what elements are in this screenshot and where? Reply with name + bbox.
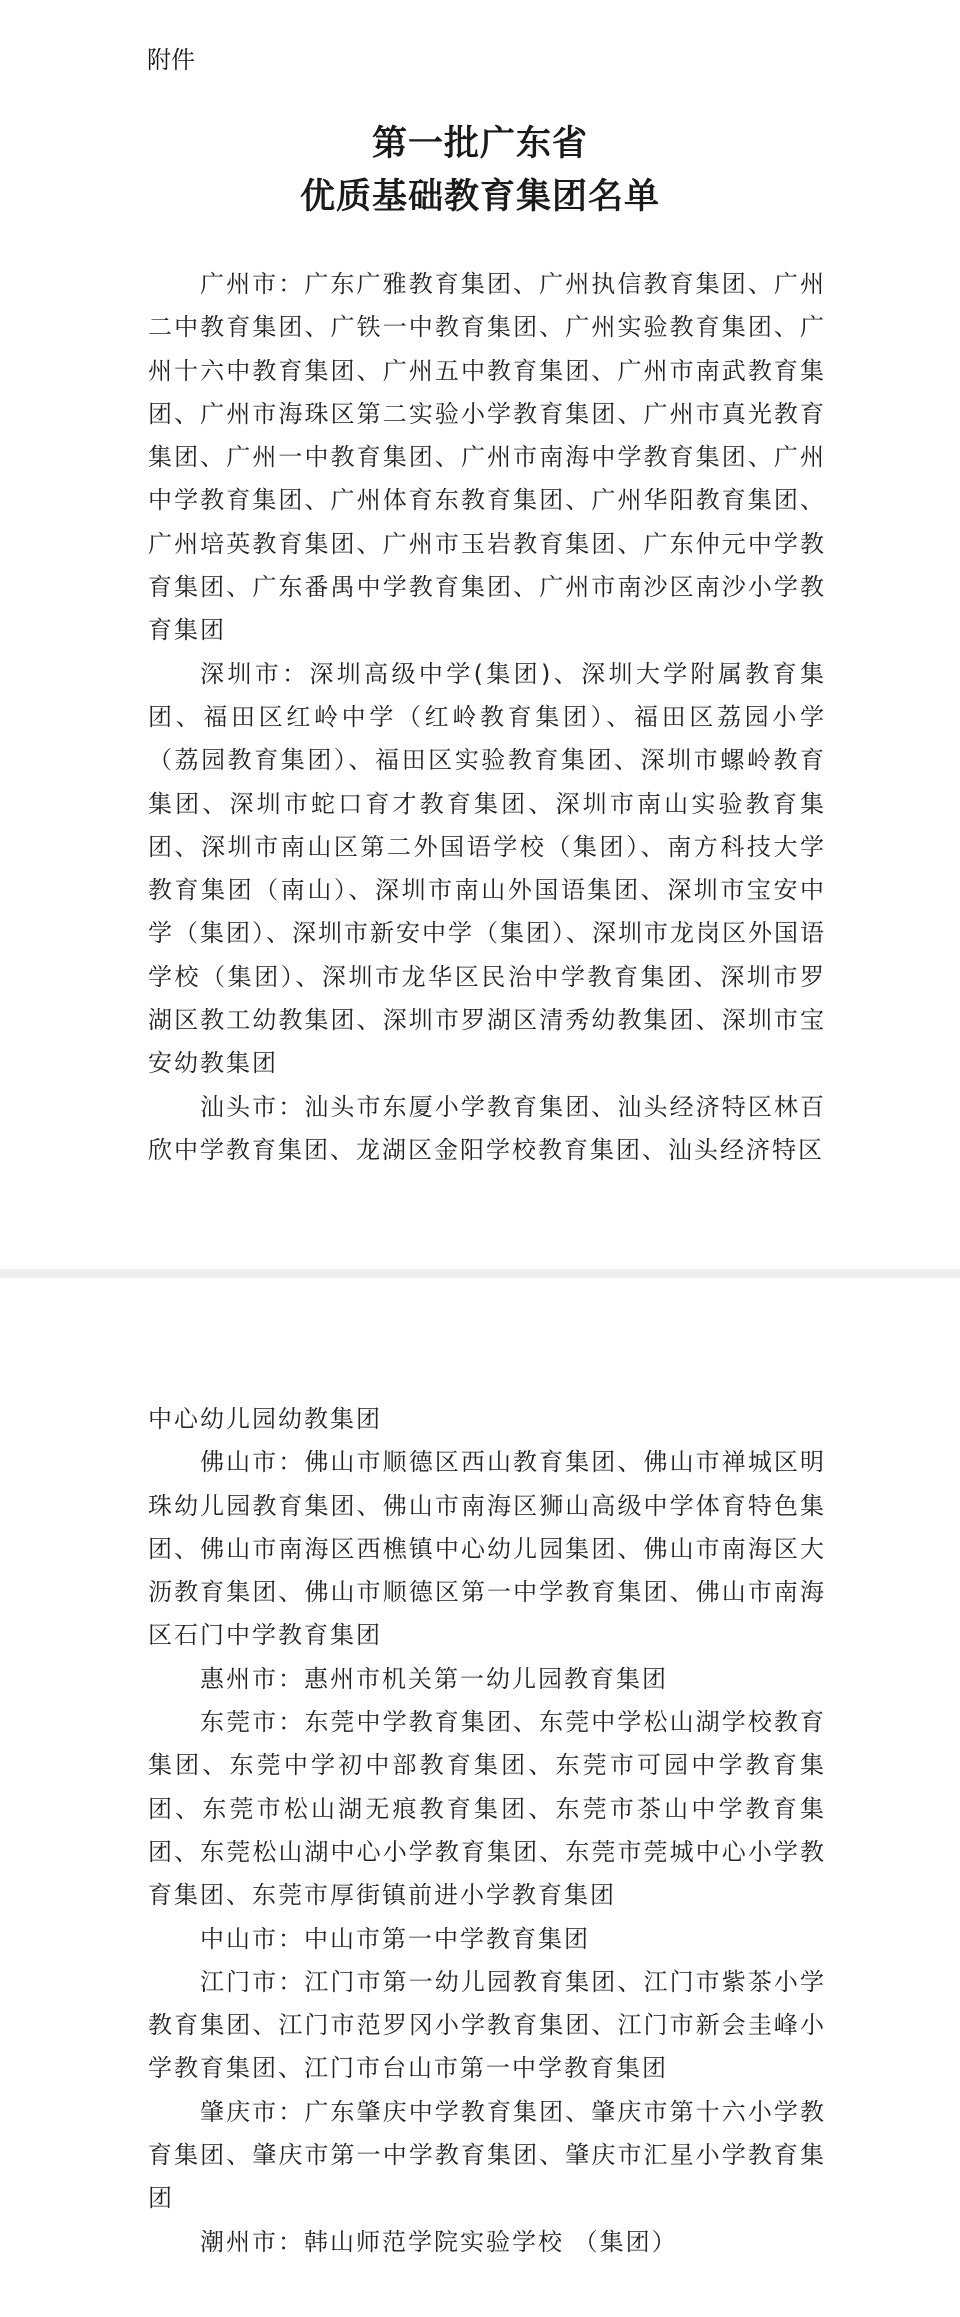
city-paragraph-foshan: 佛山市：佛山市顺德区西山教育集团、佛山市禅城区明珠幼儿园教育集团、佛山市南海区狮山高级中学体育特色集团、佛山市南海区西樵镇中心幼儿园集团、佛山市南海区大沥教育集团、佛山市顺德区第一中学教育集团、佛山市南海区石门中学教育集团 xyxy=(148,1448,826,1650)
city-paragraph-shantou: 汕头市：汕头市东厦小学教育集团、汕头经济特区林百欣中学教育集团、龙湖区金阳学校教育集团、汕头经济特区 xyxy=(148,1092,826,1164)
city-paragraph-dongguan: 东莞市：东莞中学教育集团、东莞中学松山湖学校教育集团、东莞中学初中部教育集团、东莞市可园中学教育集团、东莞市松山湖无痕教育集团、东莞市茶山中学教育集团、东莞松山湖中心小学教育集团、东莞市莞城中心小学教育集团、东莞市厚街镇前进小学教育集团 xyxy=(148,1708,826,1910)
page-separator xyxy=(0,1269,960,1278)
city-paragraph-jiangmen: 江门市：江门市第一幼儿园教育集团、江门市紫茶小学教育集团、江门市范罗冈小学教育集团、江门市新会圭峰小学教育集团、江门市台山市第一中学教育集团 xyxy=(148,1967,826,2083)
city-paragraph-huizhou: 惠州市：惠州市机关第一幼儿园教育集团 xyxy=(200,1664,668,1693)
city-paragraph-shenzhen: 深圳市：深圳高级中学(集团)、深圳大学附属教育集团、福田区红岭中学（红岭教育集团）、福田区荔园小学（荔园教育集团）、福田区实验教育集团、深圳市螺岭教育集团、深圳市蛇口育才教育集团、深圳市南山实验教育集团、深圳市南山区第二外国语学校（集团）、南方科技大学教育集团（南山）、深圳市南山外国语集团、深圳市宝安中学（集团）、深圳市新安中学（集团）、深圳市龙岗区外国语学校（集团）、深圳市龙华区民治中学教育集团、深圳市罗湖区教工幼教集团、深圳市罗湖区清秀幼教集团、深圳市宝安幼教集团 xyxy=(148,659,826,1078)
page-1-body xyxy=(148,263,826,1172)
shantou-continuation: 中心幼儿园幼教集团 xyxy=(148,1405,382,1433)
city-paragraph-chaozhou: 潮州市：韩山师范学院实验学校 （集团） xyxy=(200,2227,678,2256)
city-paragraph-guangzhou: 广州市：广东广雅教育集团、广州执信教育集团、广州二中教育集团、广铁一中教育集团、广州实验教育集团、广州十六中教育集团、广州五中教育集团、广州市南武教育集团、广州市海珠区第二实验小学教育集团、广州市真光教育集团、广州一中教育集团、广州市南海中学教育集团、广州中学教育集团、广州体育东教育集团、广州华阳教育集团、广州培英教育集团、广州市玉岩教育集团、广东仲元中学教育集团、广东番禺中学教育集团、广州市南沙区南沙小学教育集团 xyxy=(148,270,826,645)
attachment-label: 附件 xyxy=(147,46,195,74)
document-title-line-2: 优质基础教育集团名单 xyxy=(299,176,660,217)
document-page-2 xyxy=(0,1278,960,2317)
city-paragraph-zhongshan: 中山市：中山市第一中学教育集团 xyxy=(200,1924,590,1953)
document-title-line-1: 第一批广东省 xyxy=(371,123,588,164)
city-paragraph-zhaoqing: 肇庆市：广东肇庆中学教育集团、肇庆市第十六小学教育集团、肇庆市第一中学教育集团、肇庆市汇星小学教育集团 xyxy=(148,2097,826,2213)
page-2-body xyxy=(148,1398,826,2264)
